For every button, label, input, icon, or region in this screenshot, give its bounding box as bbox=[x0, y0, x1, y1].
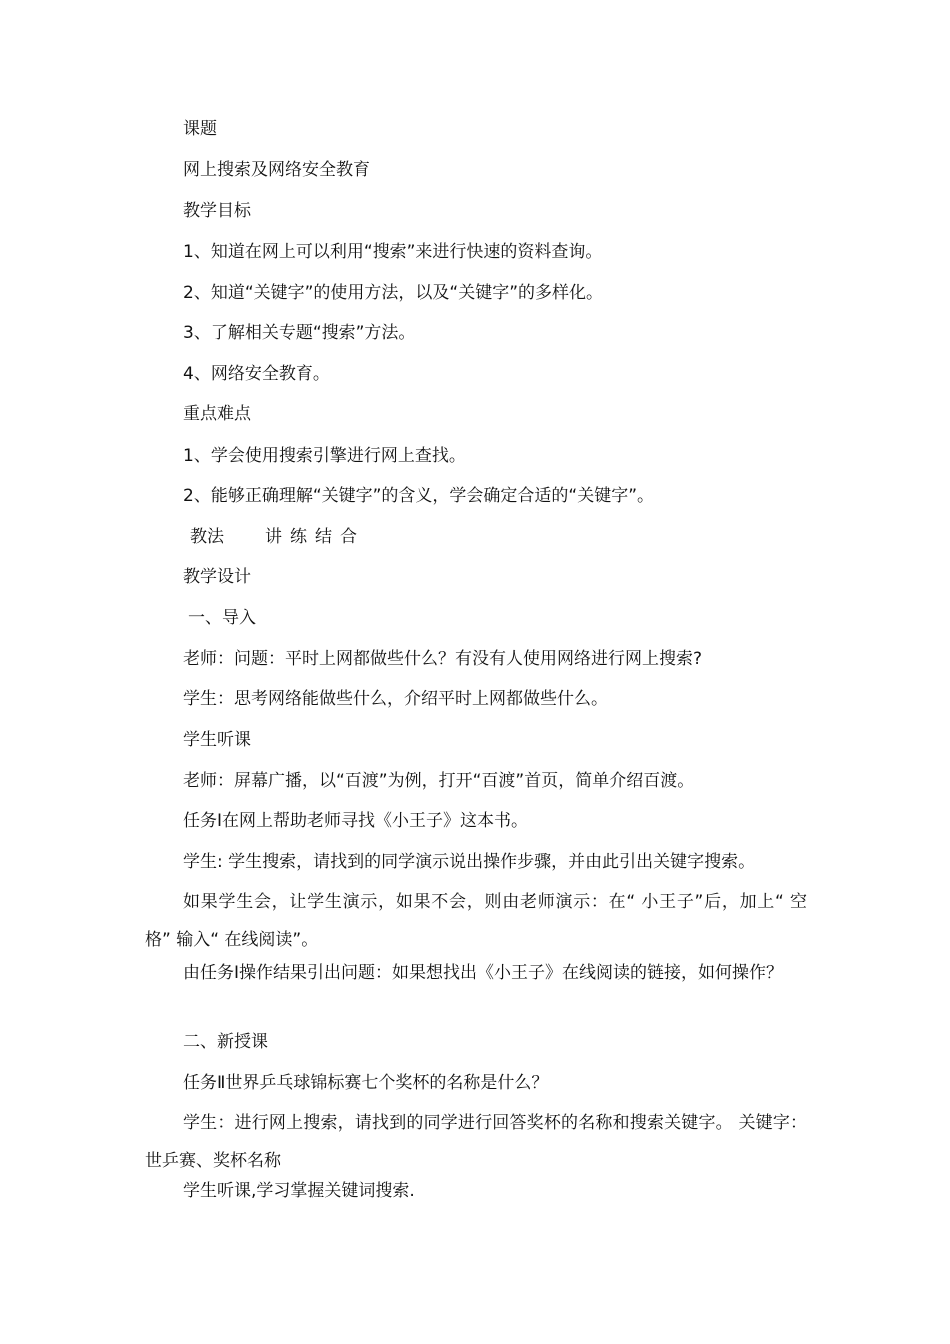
key-points-heading: 重点难点 bbox=[183, 404, 251, 424]
lesson-label: 课题 bbox=[183, 119, 217, 139]
teacher-question: 老师：问题：平时上网都做些什么？有没有人使用网络进行网上搜索? bbox=[183, 649, 703, 669]
section-heading: 二、新授课 bbox=[183, 1032, 268, 1052]
goal-item: 1、知道在网上可以利用“搜索”来进行快速的资料查询。 bbox=[183, 242, 603, 262]
demo-paragraph: 如果学生会，让学生演示，如果不会，则由老师演示：在“ 小王子”后，加上“ 空格” 输入“ 在线阅读”。 bbox=[145, 892, 807, 950]
lesson-title: 网上搜索及网络安全教育 bbox=[183, 160, 370, 180]
task-two: 任务Ⅱ世界乒乓球锦标赛七个奖杯的名称是什么？ bbox=[183, 1073, 549, 1093]
goal-item: 4、网络安全教育。 bbox=[183, 364, 330, 384]
task-one-result: 由任务Ⅰ操作结果引出问题：如果想找出《小王子》在线阅读的链接，如何操作？ bbox=[183, 963, 784, 983]
goals-heading: 教学目标 bbox=[183, 201, 251, 221]
goal-item: 3、了解相关专题“搜索”方法。 bbox=[183, 323, 416, 343]
section-heading: 一、导入 bbox=[188, 608, 256, 628]
student-think: 学生：思考网络能做些什么，介绍平时上网都做些什么。 bbox=[183, 689, 608, 709]
student-listen-two: 学生听课,学习掌握关键词搜索. bbox=[183, 1181, 415, 1201]
student-listen: 学生听课 bbox=[183, 730, 251, 750]
method-value: 讲练结合 bbox=[265, 527, 365, 547]
task-one: 任务Ⅰ在网上帮助老师寻找《小王子》这本书。 bbox=[183, 811, 529, 831]
key-point-item: 2、能够正确理解“关键字”的含义，学会确定合适的“关键字”。 bbox=[183, 486, 655, 506]
student-search: 学生: 学生搜索，请找到的同学演示说出操作步骤，并由此引出关键字搜索。 bbox=[183, 852, 756, 872]
key-point-item: 1、学会使用搜索引擎进行网上查找。 bbox=[183, 446, 466, 466]
design-heading: 教学设计 bbox=[183, 567, 251, 587]
teacher-screen: 老师：屏幕广播，以“百渡”为例，打开“百渡”首页，简单介绍百渡。 bbox=[183, 771, 695, 791]
student-task-two: 学生：进行网上搜索，请找到的同学进行回答奖杯的名称和搜索关键字。 关键字：世乒赛、奖杯名称 bbox=[145, 1113, 807, 1171]
method-label: 教法 bbox=[190, 527, 224, 547]
goal-item: 2、知道“关键字”的使用方法，以及“关键字”的多样化。 bbox=[183, 283, 604, 303]
